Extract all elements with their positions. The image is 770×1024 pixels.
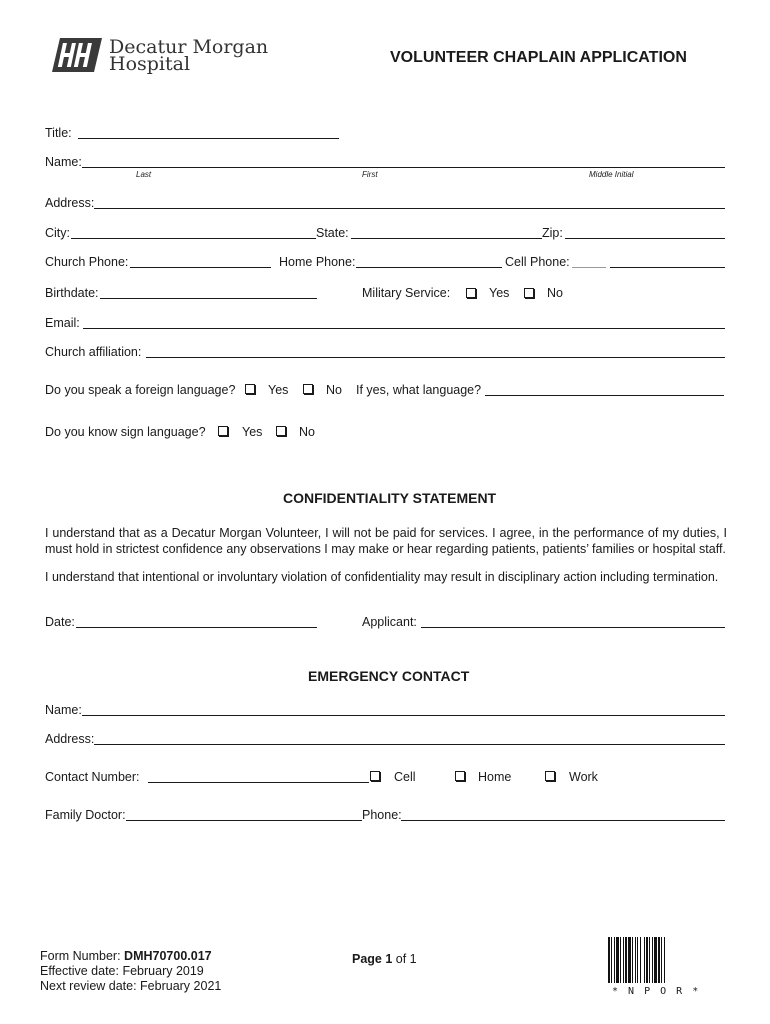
cell-phone-label: Cell Phone: xyxy=(505,255,570,269)
address-label: Address: xyxy=(45,196,95,210)
doctor-phone-field[interactable] xyxy=(401,820,725,821)
contact-number-label: Contact Number: xyxy=(45,770,140,784)
foreign-language-question: Do you speak a foreign language? xyxy=(45,383,236,397)
zip-label: Zip: xyxy=(542,226,563,240)
title-label: Title: xyxy=(45,126,72,140)
email-field[interactable] xyxy=(83,328,725,329)
emergency-name-field[interactable] xyxy=(82,715,725,716)
page-num: 1 xyxy=(385,952,393,966)
confidentiality-heading: CONFIDENTIALITY STATEMENT xyxy=(283,490,497,506)
home-phone-field[interactable] xyxy=(356,267,502,268)
contact-home-checkbox[interactable] xyxy=(455,771,465,781)
cell-phone-field-b[interactable] xyxy=(610,267,725,268)
barcode-text: * N P O R * xyxy=(612,986,701,997)
foreign-language-no-label: No xyxy=(326,383,342,397)
title-field[interactable] xyxy=(78,138,339,139)
sign-language-no-label: No xyxy=(299,425,315,439)
contact-work-label: Work xyxy=(569,770,598,784)
military-label: Military Service: xyxy=(362,286,451,300)
sign-language-no-checkbox[interactable] xyxy=(276,426,286,436)
name-sub-middle: Middle Initial xyxy=(589,170,634,179)
city-label: City: xyxy=(45,226,70,240)
foreign-language-no-checkbox[interactable] xyxy=(303,384,313,394)
contact-number-field[interactable] xyxy=(148,782,369,783)
church-phone-label: Church Phone: xyxy=(45,255,129,269)
barcode xyxy=(608,937,700,985)
contact-cell-label: Cell xyxy=(394,770,416,784)
form-number xyxy=(40,949,212,963)
which-language-field[interactable] xyxy=(485,395,724,396)
church-affiliation-field[interactable] xyxy=(146,357,725,358)
church-affiliation-label: Church affiliation: xyxy=(45,345,142,359)
hospital-logo-icon xyxy=(52,38,102,72)
contact-cell-checkbox[interactable] xyxy=(370,771,380,781)
page-title: VOLUNTEER CHAPLAIN APPLICATION xyxy=(390,49,687,66)
foreign-language-yes-checkbox[interactable] xyxy=(245,384,255,394)
email-label: Email: xyxy=(45,316,80,330)
emergency-contact-heading: EMERGENCY CONTACT xyxy=(308,668,470,684)
birthdate-label: Birthdate: xyxy=(45,286,99,300)
military-no-checkbox[interactable] xyxy=(524,288,534,298)
page-suffix: of 1 xyxy=(392,952,417,966)
confidentiality-paragraph-2: I understand that intentional or involuntary violation of confidentiality may result in disciplinary action including termination. xyxy=(45,570,719,584)
sign-language-yes-checkbox[interactable] xyxy=(218,426,228,436)
city-field[interactable] xyxy=(71,238,316,239)
name-field[interactable] xyxy=(82,167,725,168)
page-number xyxy=(352,952,417,966)
zip-field[interactable] xyxy=(565,238,725,239)
logo-line2: Hospital xyxy=(109,53,191,75)
name-sub-first: First xyxy=(362,170,378,179)
emergency-address-field[interactable] xyxy=(94,744,725,745)
confidentiality-date-label: Date: xyxy=(45,615,75,629)
name-sub-last: Last xyxy=(136,170,152,179)
which-language-label: If yes, what language? xyxy=(356,383,482,397)
state-label: State: xyxy=(316,226,349,240)
review-date: Next review date: February 2021 xyxy=(40,979,222,993)
effective-date: Effective date: February 2019 xyxy=(40,964,204,978)
doctor-phone-label: Phone: xyxy=(362,808,402,822)
family-doctor-field[interactable] xyxy=(126,820,362,821)
applicant-signature-field[interactable] xyxy=(421,627,725,628)
address-field[interactable] xyxy=(94,208,725,209)
name-label: Name: xyxy=(45,155,82,169)
confidentiality-date-field[interactable] xyxy=(76,627,317,628)
sign-language-yes-label: Yes xyxy=(242,425,263,439)
military-yes-checkbox[interactable] xyxy=(466,288,476,298)
state-field[interactable] xyxy=(351,238,542,239)
logo-line1: Decatur Morgan xyxy=(109,36,269,58)
contact-home-label: Home xyxy=(478,770,512,784)
form-number-label: Form Number: xyxy=(40,949,125,963)
form-number-value: DMH70700.017 xyxy=(124,949,212,963)
home-phone-label: Home Phone: xyxy=(279,255,356,269)
page-prefix: Page xyxy=(352,952,386,966)
church-phone-field[interactable] xyxy=(130,267,271,268)
sign-language-question: Do you know sign language? xyxy=(45,425,206,439)
family-doctor-label: Family Doctor: xyxy=(45,808,126,822)
military-yes-label: Yes xyxy=(489,286,510,300)
cell-phone-field-a[interactable] xyxy=(572,267,606,268)
confidentiality-paragraph-1: I understand that as a Decatur Morgan Volunteer, I will not be paid for services. I agree, in the performance of my duties, I must hold in strictest confidence any observations I may make or hear regarding patients, patients’ families or hospital staff. xyxy=(45,526,727,556)
military-no-label: No xyxy=(547,286,563,300)
emergency-name-label: Name: xyxy=(45,703,82,717)
birthdate-field[interactable] xyxy=(100,298,317,299)
contact-work-checkbox[interactable] xyxy=(545,771,555,781)
applicant-signature-label: Applicant: xyxy=(362,615,417,629)
emergency-address-label: Address: xyxy=(45,732,95,746)
foreign-language-yes-label: Yes xyxy=(268,383,289,397)
